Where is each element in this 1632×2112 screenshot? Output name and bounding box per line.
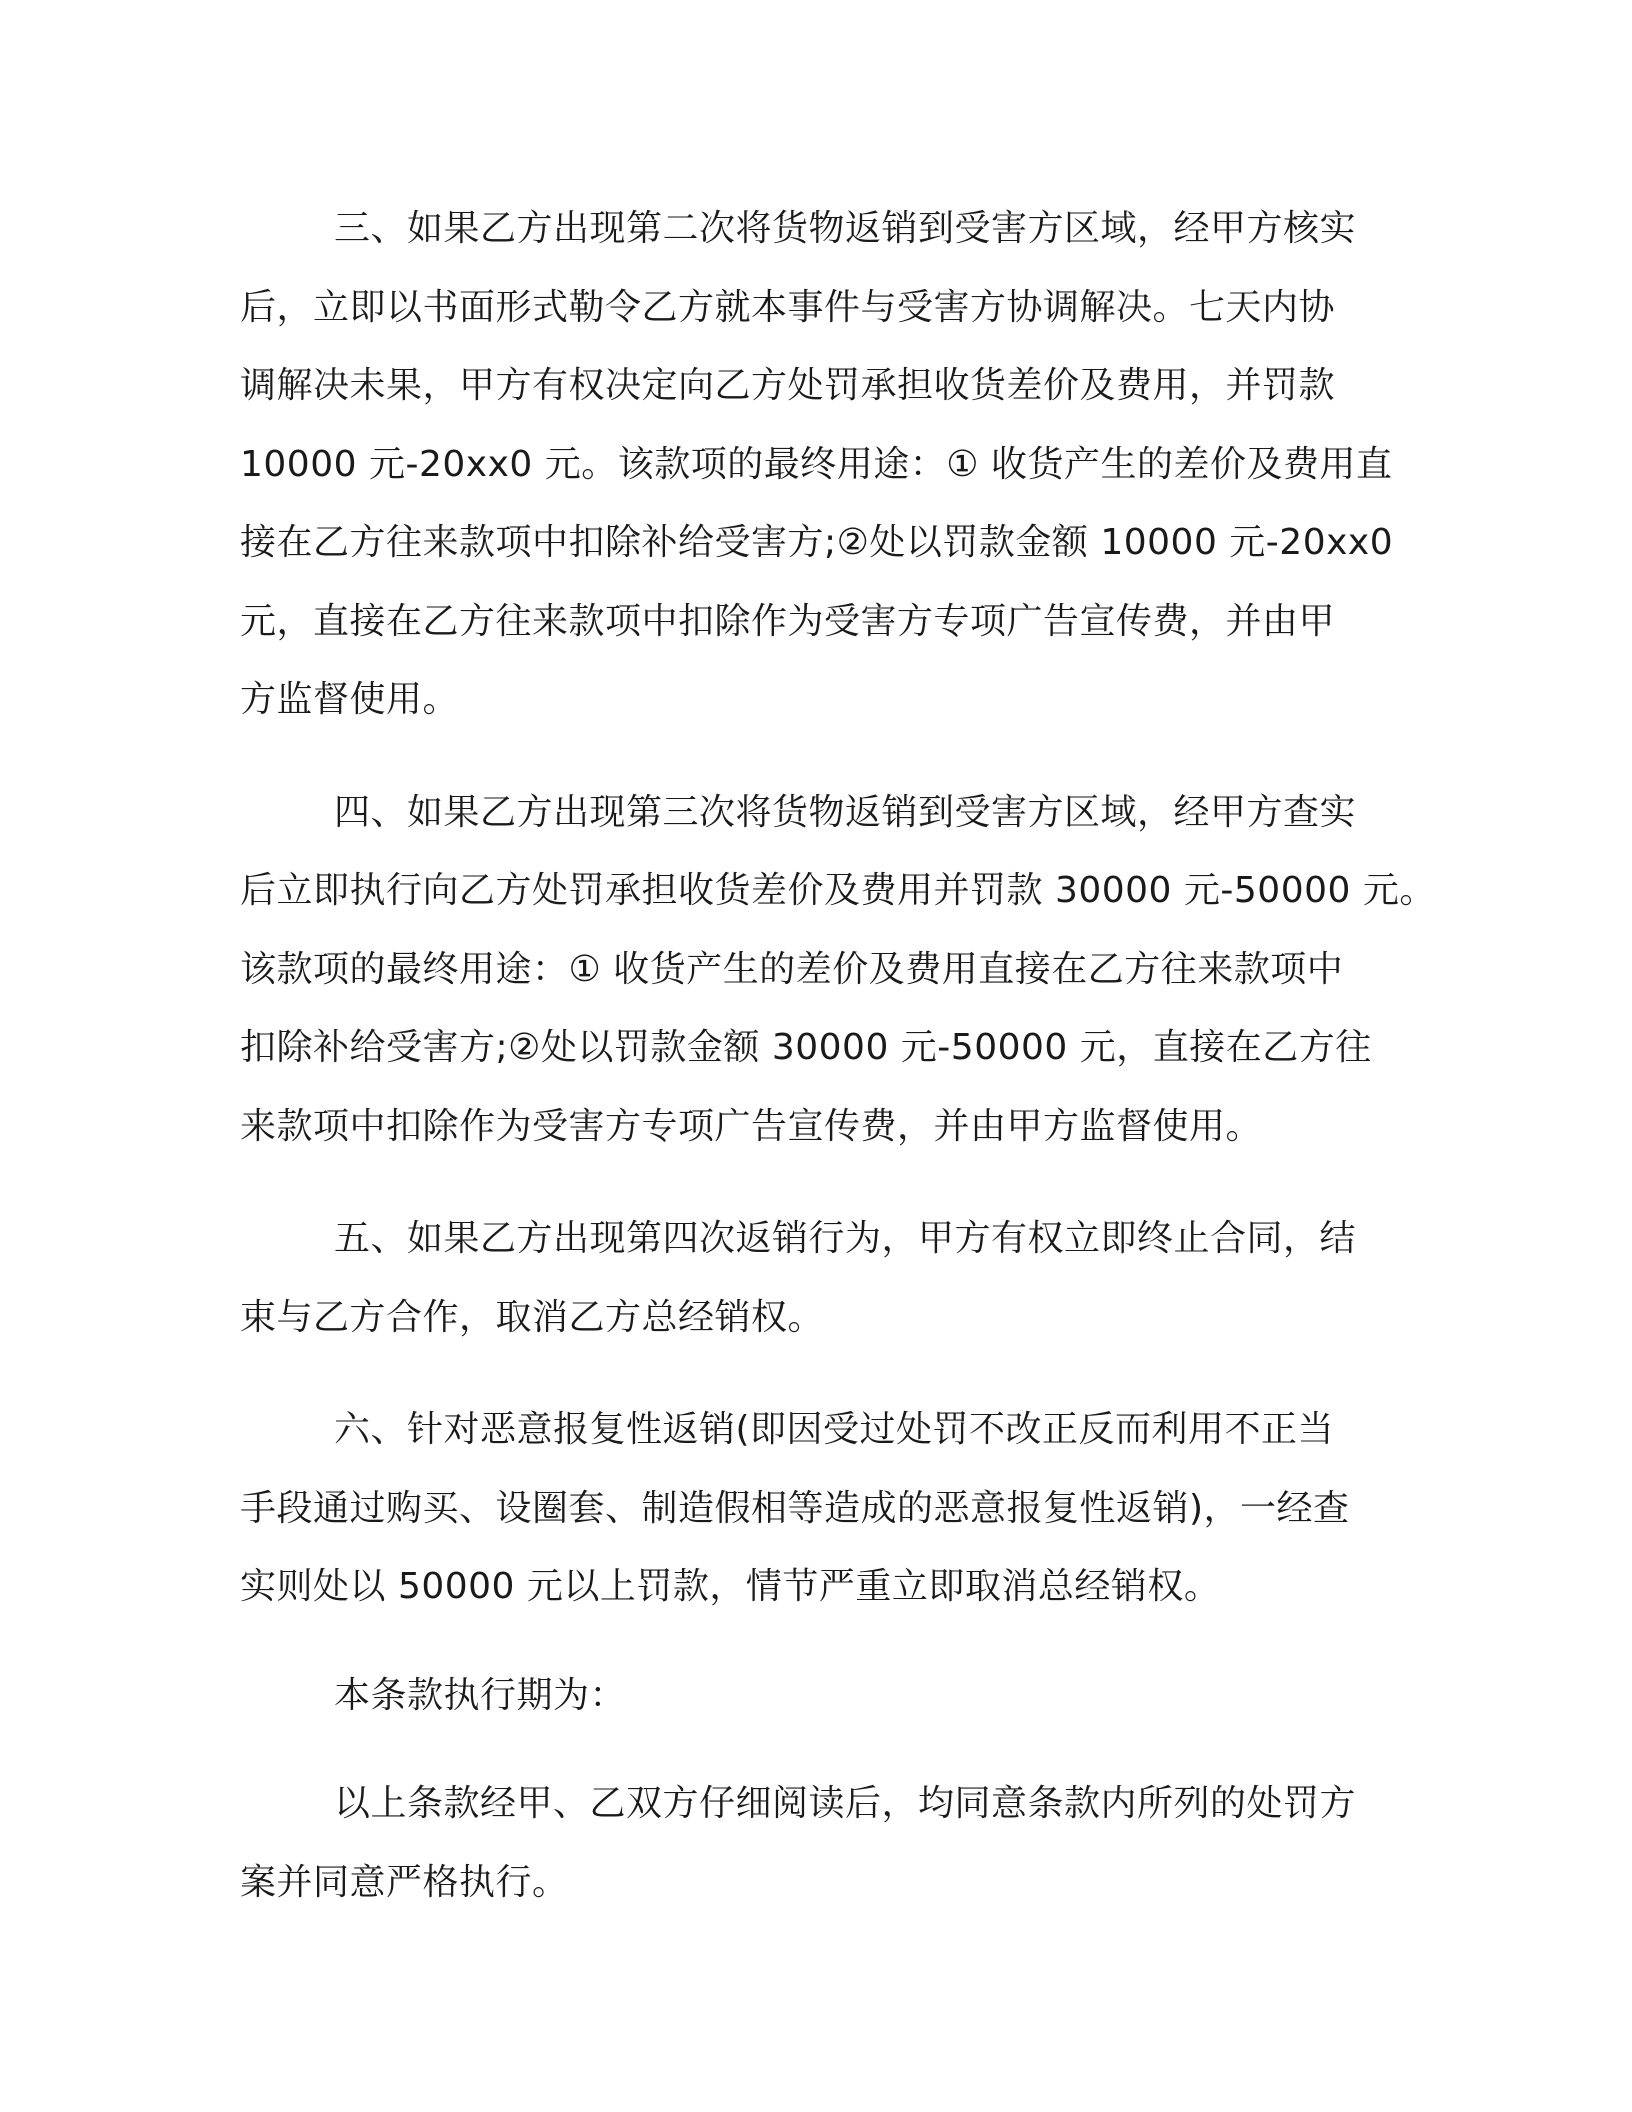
clause-6-paragraph: [240, 1391, 1420, 1627]
term-period-paragraph: [240, 1657, 1420, 1736]
clause-4-paragraph: [240, 774, 1436, 1167]
paragraph-spacer: [240, 1357, 1420, 1391]
clause-3-paragraph: [240, 190, 1420, 740]
text-line: 后立即执行向乙方处罚承担收货差价及费用并罚款 30000 元-50000 元。: [240, 870, 1436, 911]
text-line: 五、如果乙方出现第四次返销行为，甲方有权立即终止合同，结: [334, 1218, 1357, 1259]
text-line: 该款项的最终用途：① 收货产生的差价及费用直接在乙方往来款项中: [240, 948, 1344, 990]
agreement-paragraph: [240, 1765, 1420, 1922]
paragraph-spacer: [240, 740, 1420, 774]
text-line: 方监督使用。: [240, 679, 460, 720]
text-line: 接在乙方往来款项中扣除补给受害方;②处以罚款金额 10000 元-20xx0: [240, 522, 1394, 563]
text-line: 10000 元-20xx0 元。该款项的最终用途：① 收货产生的差价及费用直: [240, 443, 1393, 485]
text-line: 来款项中扣除作为受害方专项广告宣传费，并由甲方监督使用。: [240, 1105, 1263, 1147]
text-line: 元，直接在乙方往来款项中扣除作为受害方专项广告宣传费，并由甲: [240, 600, 1336, 642]
paragraph-spacer: [240, 1735, 1420, 1765]
text-line: 六、针对恶意报复性返销(即因受过处罚不改正反而利用不正当: [334, 1409, 1335, 1450]
text-line: 四、如果乙方出现第三次将货物返销到受害方区域，经甲方查实: [334, 791, 1357, 833]
document-body: [240, 190, 1436, 1922]
text-line: 案并同意严格执行。: [240, 1861, 569, 1903]
paragraph-spacer: [240, 1627, 1420, 1657]
text-line: 后，立即以书面形式勒令乙方就本事件与受害方协调解决。七天内协: [240, 286, 1336, 328]
text-line: 三、如果乙方出现第二次将货物返销到受害方区域，经甲方核实: [334, 208, 1357, 249]
clause-5-paragraph: [240, 1200, 1420, 1357]
text-line: 调解决未果，甲方有权决定向乙方处罚承担收货差价及费用，并罚款: [240, 365, 1336, 406]
text-line: 以上条款经甲、乙双方仔细阅读后，均同意条款内所列的处罚方: [334, 1783, 1357, 1824]
text-line: 本条款执行期为：: [334, 1674, 627, 1716]
paragraph-spacer: [240, 1166, 1420, 1200]
text-line: 实则处以 50000 元以上罚款，情节严重立即取消总经销权。: [240, 1566, 1221, 1607]
text-line: 扣除补给受害方;②处以罚款金额 30000 元-50000 元，直接在乙方往: [240, 1027, 1372, 1068]
text-line: 手段通过购买、设圈套、制造假相等造成的恶意报复性返销)，一经查: [240, 1487, 1350, 1529]
text-line: 束与乙方合作，取消乙方总经销权。: [240, 1296, 825, 1338]
